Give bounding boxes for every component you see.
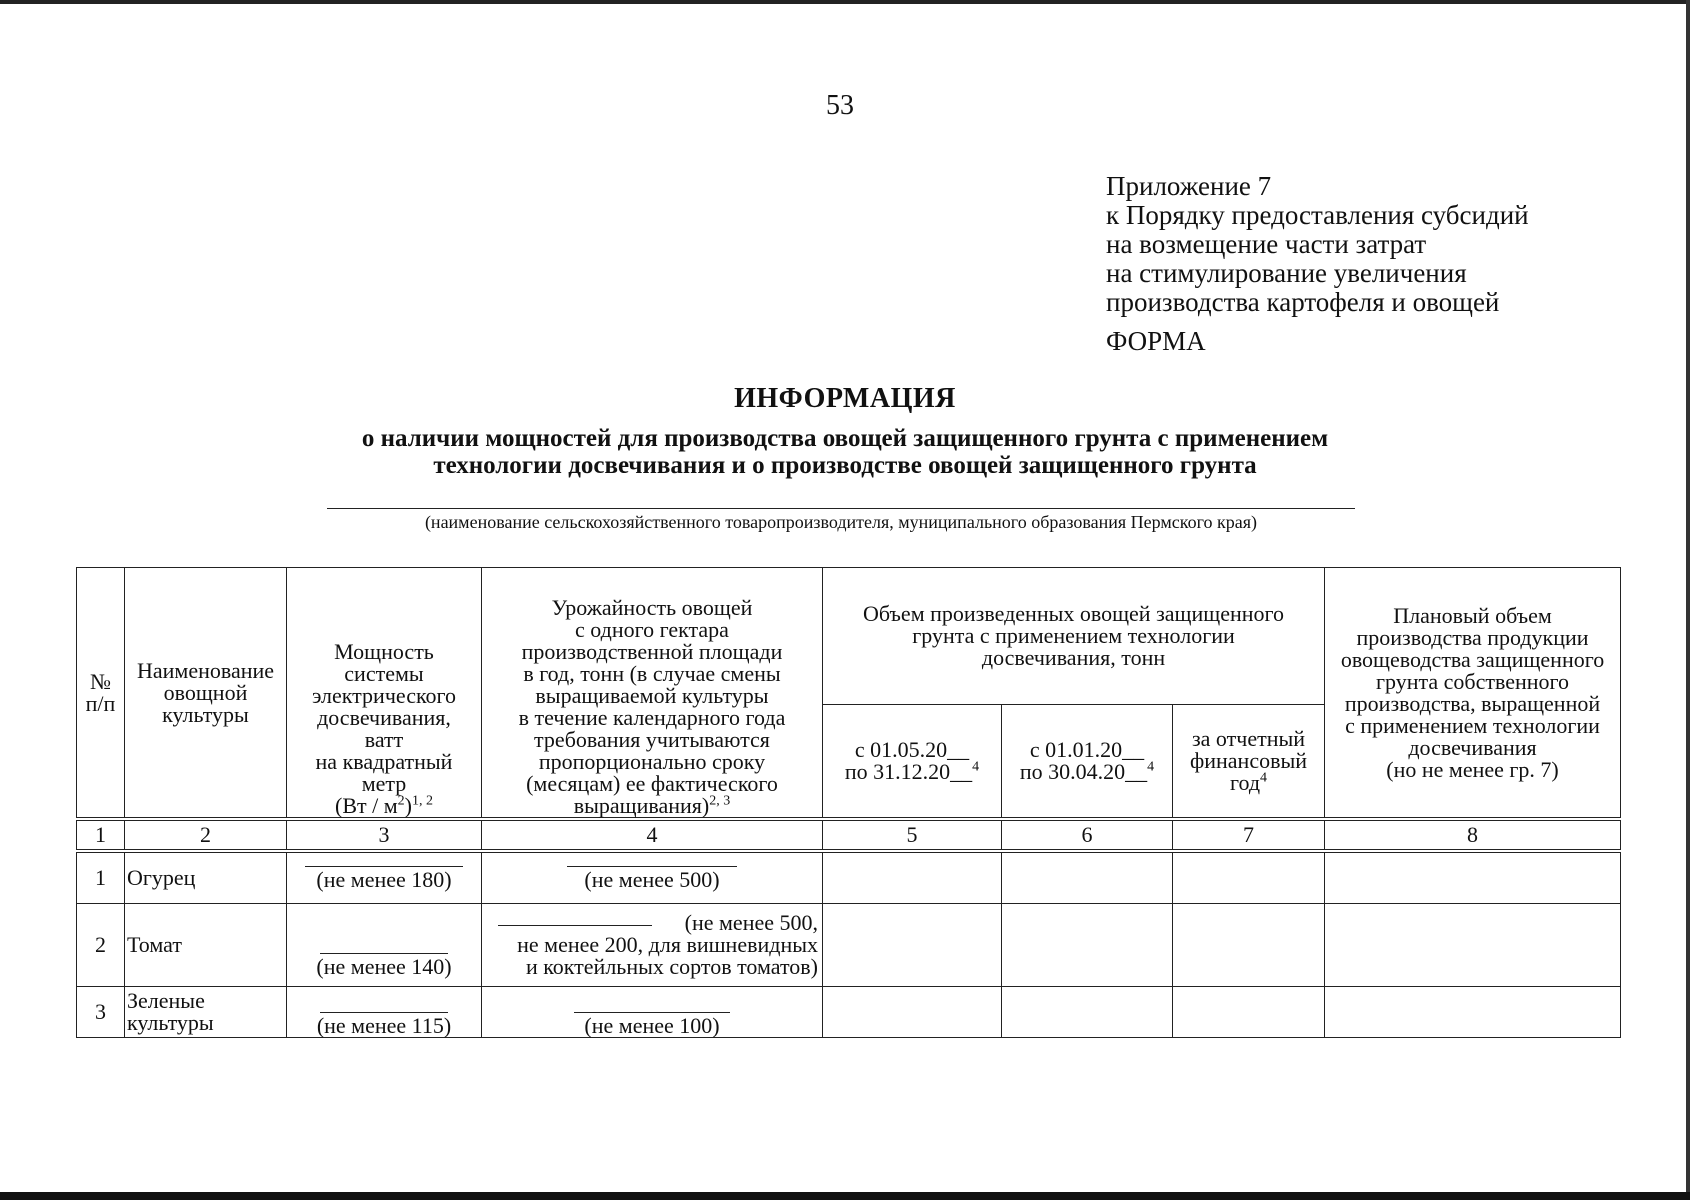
power-minimum: (не менее 115) [316,1013,452,1038]
column-number: 4 [482,819,823,851]
appendix-block [1106,172,1529,317]
table-row [77,904,1621,987]
row-number: 1 [77,851,125,904]
fill-in-line[interactable] [498,925,652,926]
crop-name: Зеленые культуры [125,987,287,1038]
volume-may-dec-cell[interactable] [823,904,1002,987]
header-lighting-power: Мощность системы электрического досвечивания, ватт на квадратный метр $(Вт / м^2)^{1, 2}$ [287,568,482,820]
column-number: 7 [1173,819,1325,851]
crop-name: Томат [125,904,287,987]
power-cell[interactable] [287,851,482,904]
document-subtitle [0,425,1690,479]
header-lighting-power-square: 2 [397,793,405,809]
yield-minimum: (не менее 100) [584,1013,720,1038]
power-minimum: (не менее 140) [316,954,452,979]
header-fiscal-year: за отчетный финансовый год$^4$ [1173,705,1325,820]
column-number: 2 [125,819,287,851]
planned-volume-cell[interactable] [1325,904,1621,987]
header-produced-volume-group: Объем произведенных овощей защищенного грунта с применением технологии досвечивания, тонн [823,568,1325,705]
planned-volume-cell[interactable] [1325,851,1621,904]
form-label: ФОРМА [1106,326,1206,356]
volume-may-dec-cell[interactable] [823,851,1002,904]
planned-volume-cell[interactable] [1325,987,1621,1038]
producer-name-field[interactable] [327,508,1355,510]
row-number: 3 [77,987,125,1038]
document-title: ИНФОРМАЦИЯ [734,383,956,414]
information-table [76,567,1621,1038]
producer-name-caption: (наименование сельскохозяйственного товаропроизводителя, муниципального образования Пермского края) [424,512,1258,532]
yield-minimum: (не менее 500) [584,866,720,892]
header-yield: Урожайность овощей с одного гектара производственной площади в год, тонн (в случае смены выращиваемой культуры в течение календарного года требования учитываются пропорционально сроку (месяцам) ее фактического выращивания)$^{2, 3}$ [482,568,823,820]
subtitle-line-2: технологии досвечивания и о производстве овощей защищенного грунта [433,452,1257,479]
footnote-ref: 4 [1147,759,1155,775]
header-planned-volume: Плановый объем производства продукции овощеводства защищенного грунта собственного производства, выращенной с применением технологии досвечивания (но не менее гр. 7) [1325,568,1621,820]
header-period-jan-apr: с 01.01.20__ по 30.04.20__$^4$ [1002,705,1173,820]
scan-edge-top [0,0,1690,4]
scan-edge-bottom [0,1192,1690,1200]
crop-name: Огурец [125,851,287,904]
header-number: № п/п [77,568,125,820]
volume-fiscal-year-cell[interactable] [1173,987,1325,1038]
scan-edge-right [1686,0,1690,1200]
column-number: 5 [823,819,1002,851]
row-number: 2 [77,904,125,987]
appendix-line: на возмещение части затрат [1106,229,1427,259]
appendix-line: на стимулирование увеличения [1106,258,1467,288]
volume-may-dec-cell[interactable] [823,987,1002,1038]
power-cell[interactable] [287,904,482,987]
appendix-line: производства картофеля и овощей [1106,287,1500,317]
column-number: 6 [1002,819,1173,851]
yield-cell[interactable] [482,987,823,1038]
page-number: 53 [826,90,854,121]
volume-fiscal-year-cell[interactable] [1173,851,1325,904]
table-row [77,851,1621,904]
power-cell[interactable] [287,987,482,1038]
yield-cell[interactable] [482,904,823,987]
column-number: 1 [77,819,125,851]
appendix-line: к Порядку предоставления субсидий [1106,200,1529,230]
footnote-ref: 2, 3 [709,793,731,809]
volume-jan-apr-cell[interactable] [1002,904,1173,987]
footnote-ref: 1, 2 [411,793,433,809]
table-row [77,987,1621,1038]
footnote-ref: 4 [1260,770,1268,786]
column-number-row [77,819,1621,851]
column-number: 8 [1325,819,1621,851]
footnote-ref: 4 [972,759,980,775]
column-number: 3 [287,819,482,851]
table-header-row [77,568,1621,705]
volume-jan-apr-cell[interactable] [1002,851,1173,904]
volume-jan-apr-cell[interactable] [1002,987,1173,1038]
volume-fiscal-year-cell[interactable] [1173,904,1325,987]
yield-cell[interactable] [482,851,823,904]
power-minimum: (не менее 180) [316,866,452,892]
header-crop-name: Наименование овощной культуры [125,568,287,820]
yield-minimum: (не менее 500, не менее 200, для вишневидных и коктейльных сортов томатов) [517,910,818,979]
subtitle-line-1: о наличии мощностей для производства овощей защищенного грунта с применением [361,425,1329,452]
header-period-may-dec: с 01.05.20__ по 31.12.20__$^4$ [823,705,1002,820]
appendix-line: Приложение 7 [1106,171,1272,201]
